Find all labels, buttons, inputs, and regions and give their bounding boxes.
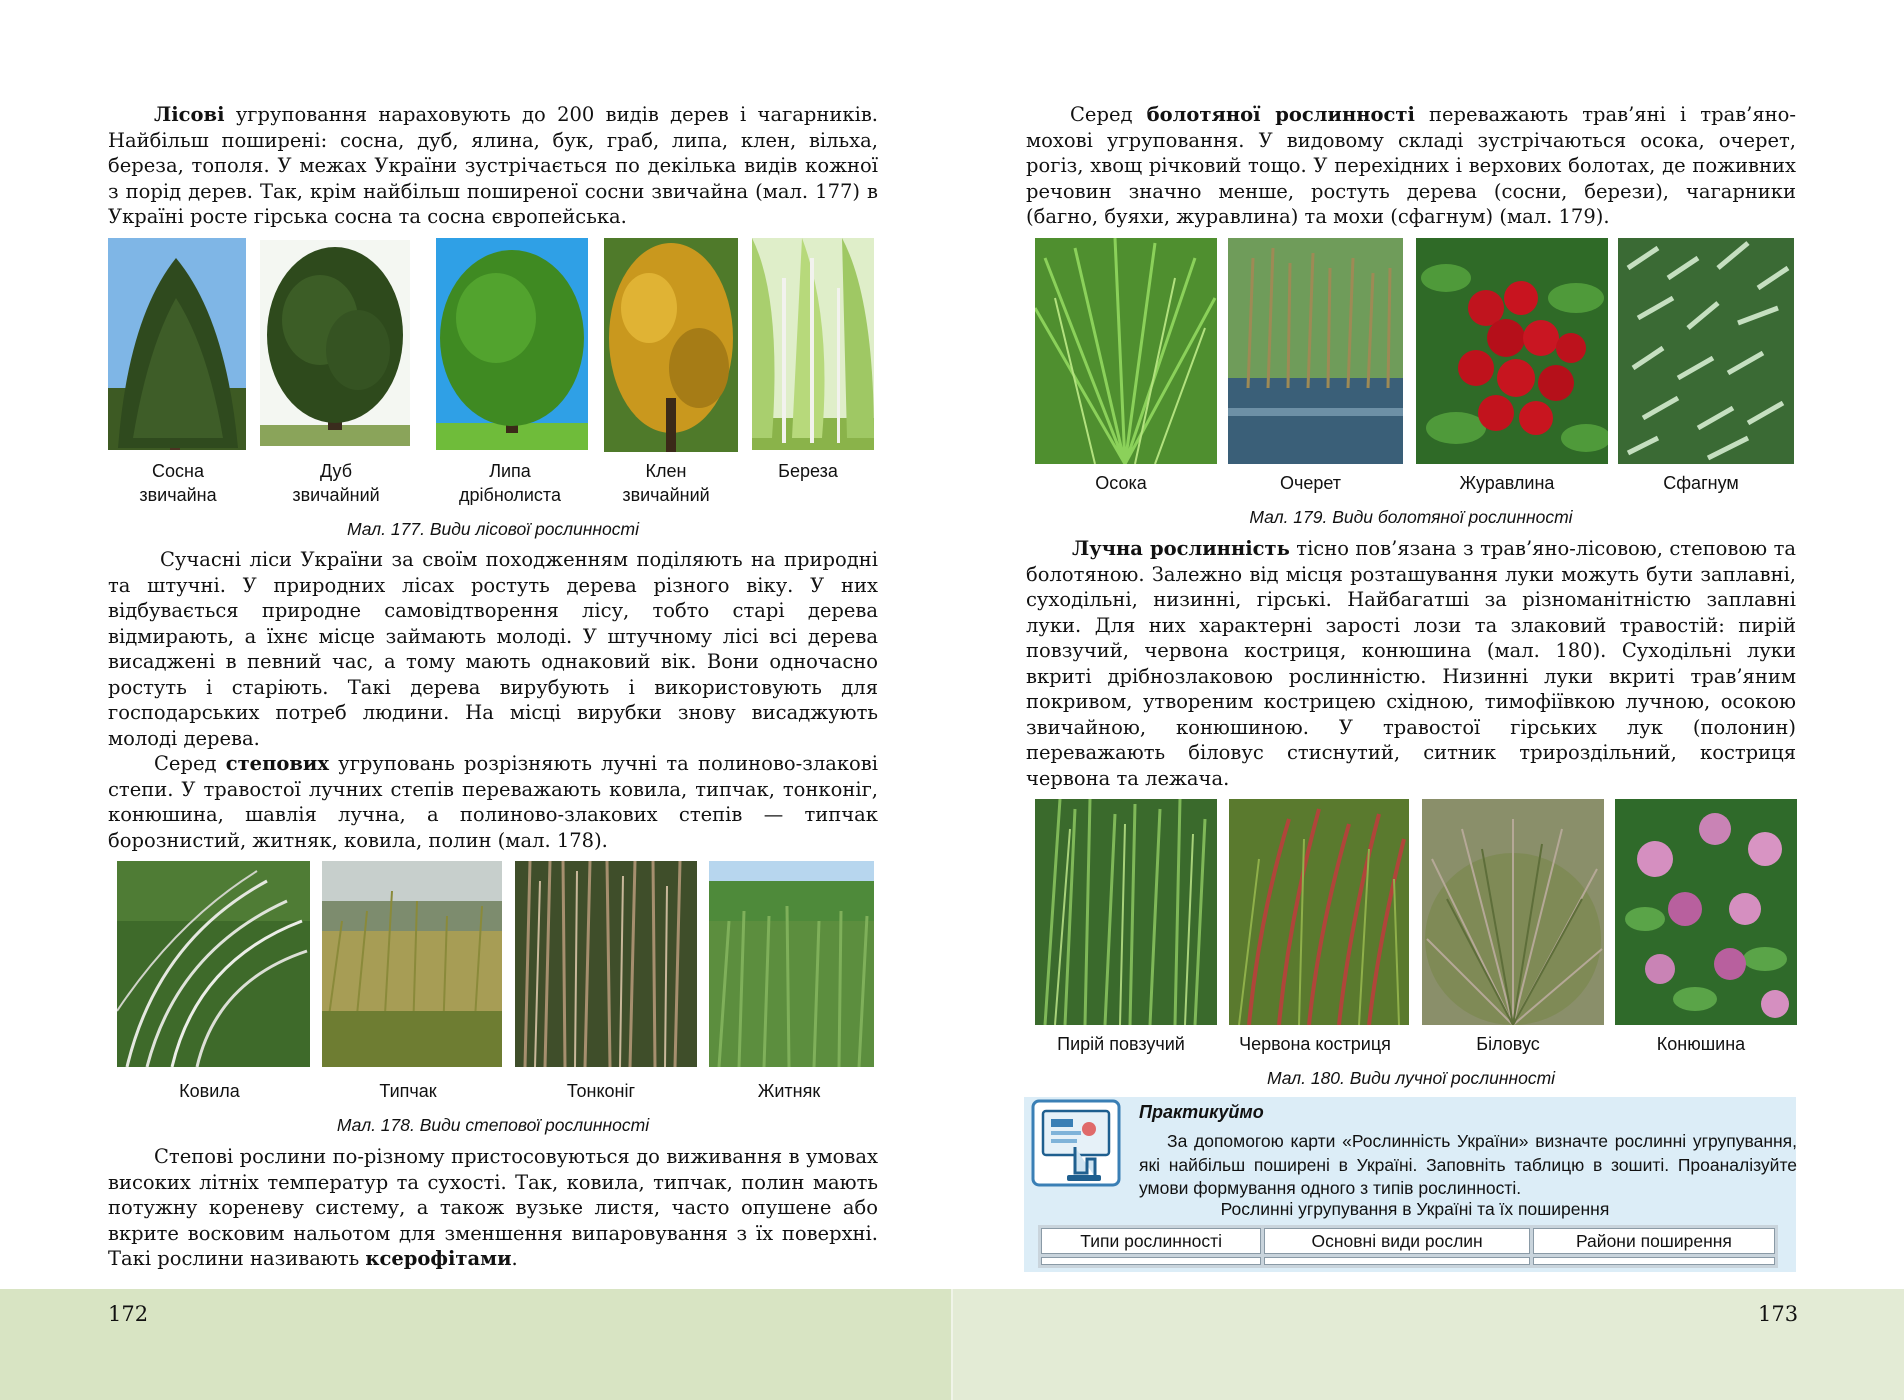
label-linden: Липа дрібнолиста	[459, 461, 561, 505]
photo-oak	[260, 240, 410, 446]
table-header-row	[1041, 1228, 1775, 1254]
table-header-cell: Типи рослинності	[1041, 1228, 1261, 1254]
photo-sedge	[1035, 238, 1217, 464]
photo-mat-grass	[1422, 799, 1604, 1025]
label-clover: Конюшина	[1656, 1034, 1746, 1054]
table-row	[1041, 1257, 1775, 1265]
page-number-right: 173	[1758, 1302, 1799, 1326]
label-cranberry: Журавлина	[1459, 473, 1555, 493]
photo-cranberry	[1416, 238, 1608, 464]
table-cell	[1041, 1257, 1261, 1265]
paragraph-forest: Лісові угруповання нараховують до 200 видів дерев і чагарників. Найбільш поширені: сосна, дуб, ялина, бук, граб, липа, клен, вільха, береза, тополя. У межах України зустрічається по декілька видів кожної з порід дерев. Так, крім найбільш поширеної сосни звичайна (мал. 177) в Україні росте гірська сосна та сосна європейська.	[108, 103, 878, 228]
label-sedge: Осока	[1095, 473, 1147, 493]
label-birch: Береза	[778, 461, 838, 481]
label-sphagnum: Сфагнум	[1663, 473, 1739, 493]
paragraph-xerophytes: Степові рослини по-різному пристосовуються до виживання в умовах високих літніх температур та сухості. Так, ковила, типчак, полин мають потужну кореневу систему, а також вузьке листя, часто опушене або вкрите восковим нальотом для зменшення випаровування з їх поверхні. Такі рослини називають ксерофітами.	[108, 1145, 878, 1270]
label-red-fescue: Червона костриця	[1239, 1034, 1391, 1054]
label-koeleria: Тонконіг	[566, 1081, 636, 1101]
table-cell	[1533, 1257, 1775, 1265]
photo-koeleria	[515, 861, 697, 1067]
practice-table	[1038, 1225, 1778, 1268]
computer-touch-icon	[1031, 1099, 1121, 1187]
photo-linden	[436, 238, 588, 450]
table-cell	[1264, 1257, 1530, 1265]
photo-pine	[108, 238, 246, 450]
practice-title: Практикуймо	[1139, 1102, 1264, 1122]
photo-feather-grass	[117, 861, 310, 1067]
paragraph-modern-forests: Сучасні ліси України за своїм походженням поділяють на природні та штучні. У природних лісах ростуть дерева різного віку. У них відбувається природне самовідтворення лісу, тобто старі дерева відмирають, а їхнє місце займають молоді. У штучному лісі всі дерева висаджені в певний час, а тому мають однаковий вік. Вони одночасно ростуть і старіють. Такі дерева вирубують і використовують для господарських потреб людини. На місці вирубки знову висаджують молоді дерева.	[108, 548, 878, 750]
table-header-cell: Райони поширення	[1533, 1228, 1775, 1254]
label-feather-grass: Ковила	[179, 1081, 240, 1101]
label-wheatgrass: Житняк	[757, 1081, 821, 1101]
photo-reed	[1228, 238, 1403, 464]
photo-sphagnum	[1618, 238, 1794, 464]
paragraph-meadow: Лучна рослинність тісно пов’язана з трав’яно-лісовою, степовою та болотяною. Залежно від місця розташування луки можуть бути заплавні, суходільні, низинні, гірські. Найбагатші за різноманітністю заплавні луки. Для них характерні зарості лози та злаковий травостій: пирій повзучий, червона костриця, конюшина (мал. 180). Суходільні луки вкриті дрібнозлаковою рослинністю. Низинні луки вкриті трав’яним покривом, утвореним кострицею східною, тимофіївкою лучною, осокою звичайною, конюшиною. У травостої гірських лук (полонин) переважають біловус стиснутий, ситник трироздільний, костриця червона та лежача.	[1026, 537, 1796, 790]
practice-text: За допомогою карти «Рослинність України» визначте рослинні угрупування, які найбільш поширені в Україні. Заповніть таблицю в зошиті. Проаналізуйте умови формування одного з типів рослинності.	[1139, 1131, 1797, 1198]
label-mat-grass: Біловус	[1476, 1034, 1540, 1054]
photo-clover	[1615, 799, 1797, 1025]
photo-wheatgrass	[709, 861, 874, 1067]
paragraph-steppe: Серед степових угруповань розрізняють лучні та полиново-злакові степи. У травостої лучних степів переважають ковила, типчак, тонконіг, конюшина, шавлія лучна, а полиново-злакових степів — типчак борознистий, житняк, ковила, полин (мал. 178).	[108, 752, 878, 852]
caption-fig-179: Мал. 179. Види болотяної рослинності	[1249, 507, 1573, 527]
label-oak: Дуб звичайний	[292, 461, 380, 505]
label-fescue: Типчак	[379, 1081, 437, 1101]
paragraph-swamp: Серед болотяної рослинності переважають трав’яні і трав’яно-мохові угруповання. У видовому складі зустрічаються осока, очерет, рогіз, хвощ річковий тощо. У перехідних і верхових болотах, де поживних речовин значно менше, ростуть дерева (сосни, берези), чагарники (багно, буяхи, журавлина) та мохи (сфагнум) (мал. 179).	[1026, 103, 1797, 228]
caption-fig-180: Мал. 180. Види лучної рослинності	[1266, 1068, 1556, 1088]
photo-couch-grass	[1035, 799, 1217, 1025]
photo-maple	[604, 238, 738, 452]
page-number-left: 172	[108, 1302, 149, 1326]
photo-birch	[752, 238, 874, 450]
label-maple: Клен звичайний	[622, 461, 710, 505]
table-header-cell: Основні види рослин	[1264, 1228, 1530, 1254]
caption-fig-177: Мал. 177. Види лісової рослинності	[347, 519, 639, 539]
table-title: Рослинні угрупування в Україні та їх поширення	[1220, 1199, 1610, 1219]
photo-red-fescue	[1229, 799, 1409, 1025]
caption-fig-178: Мал. 178. Види степової рослинності	[336, 1115, 650, 1135]
label-couch-grass: Пирій повзучий	[1057, 1034, 1185, 1054]
label-pine: Сосна звичайна	[139, 461, 217, 505]
photo-fescue	[322, 861, 502, 1067]
label-reed: Очерет	[1279, 473, 1342, 493]
